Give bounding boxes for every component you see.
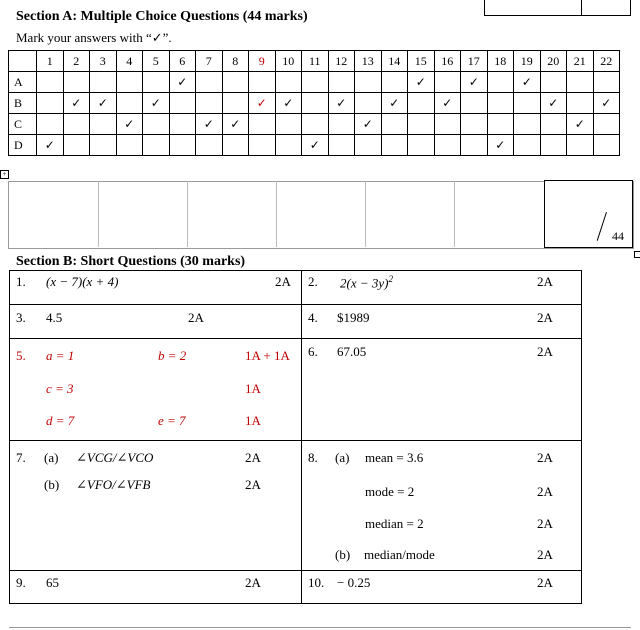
q9-mark: 2A	[245, 575, 261, 590]
mc-cell-c-16[interactable]	[434, 114, 461, 135]
marker-box-strip	[8, 181, 634, 249]
q1-mark: 2A	[275, 274, 291, 289]
mc-cell-d-22[interactable]	[593, 135, 620, 156]
mc-column-19: 19	[514, 51, 541, 72]
mc-cell-d-2[interactable]	[63, 135, 90, 156]
q3-number: 3.	[16, 310, 26, 325]
q10-answer: − 0.25	[337, 575, 371, 590]
mc-cell-c-4[interactable]: ✓	[116, 114, 143, 135]
mc-cell-a-11[interactable]	[302, 72, 329, 93]
mc-cell-b-11[interactable]	[302, 93, 329, 114]
q7-a-answer: ∠VCG/∠VCO	[76, 450, 154, 465]
q8-mode: mode = 2	[365, 484, 415, 499]
q8-median-mark: 2A	[537, 516, 553, 531]
mc-column-20: 20	[540, 51, 567, 72]
mc-cell-a-14[interactable]	[381, 72, 408, 93]
mc-cell-c-11[interactable]	[302, 114, 329, 135]
mc-cell-c-21[interactable]: ✓	[567, 114, 594, 135]
header-box-2	[580, 0, 631, 16]
mc-column-2: 2	[63, 51, 90, 72]
mc-cell-a-1[interactable]	[37, 72, 64, 93]
mc-column-21: 21	[567, 51, 594, 72]
mc-cell-c-20[interactable]	[540, 114, 567, 135]
q4-number: 4.	[308, 310, 318, 325]
mc-cell-d-3[interactable]	[90, 135, 117, 156]
q6-mark: 2A	[537, 344, 553, 359]
mc-column-22: 22	[593, 51, 620, 72]
q2-answer	[340, 274, 393, 291]
mc-cell-b-13[interactable]	[355, 93, 382, 114]
mc-cell-b-9[interactable]: ✓	[249, 93, 276, 114]
mc-cell-c-1[interactable]	[37, 114, 64, 135]
mc-cell-d-16[interactable]	[434, 135, 461, 156]
q7-a-label: (a)	[44, 450, 59, 465]
mc-column-12: 12	[328, 51, 355, 72]
mc-cell-b-15[interactable]	[408, 93, 435, 114]
mc-cell-c-18[interactable]	[487, 114, 514, 135]
q3-mark: 2A	[188, 310, 204, 325]
mc-cell-b-3[interactable]: ✓	[90, 93, 117, 114]
mc-cell-b-7[interactable]	[196, 93, 223, 114]
mc-column-14: 14	[381, 51, 408, 72]
mc-cell-c-3[interactable]	[90, 114, 117, 135]
q6-number: 6.	[308, 344, 318, 359]
answer-grid	[8, 50, 620, 156]
mc-cell-a-18[interactable]	[487, 72, 514, 93]
mc-cell-d-14[interactable]	[381, 135, 408, 156]
q9-answer: 65	[46, 575, 59, 590]
q8-b-answer: median/mode	[364, 547, 435, 562]
mc-column-13: 13	[355, 51, 382, 72]
mc-cell-b-21[interactable]	[567, 93, 594, 114]
mc-column-9: 9	[249, 51, 276, 72]
q5-e: e = 7	[158, 413, 186, 428]
q10-number: 10.	[308, 575, 325, 590]
q5-number: 5.	[16, 348, 26, 363]
q7-b-answer: ∠VFO/∠VFB	[76, 477, 151, 492]
q8-b-label: (b)	[335, 547, 351, 562]
mc-cell-d-11[interactable]: ✓	[302, 135, 329, 156]
mc-cell-a-6[interactable]: ✓	[169, 72, 196, 93]
q7-a-mark: 2A	[245, 450, 261, 465]
mc-column-11: 11	[302, 51, 329, 72]
q7-number: 7.	[16, 450, 26, 465]
mc-cell-c-2[interactable]	[63, 114, 90, 135]
q5-c-mark: 1A	[245, 381, 261, 396]
mc-cell-c-15[interactable]	[408, 114, 435, 135]
mc-cell-d-21[interactable]	[567, 135, 594, 156]
table-move-handle-icon[interactable]: +	[0, 170, 9, 179]
section-a-title: Section A: Multiple Choice Questions (44 marks)	[16, 9, 308, 24]
mc-row-label-d: D	[9, 135, 37, 156]
section-b-title: Section B: Short Questions (30 marks)	[16, 254, 246, 269]
mc-cell-d-5[interactable]	[143, 135, 170, 156]
mc-column-1: 1	[37, 51, 64, 72]
mc-column-6: 6	[169, 51, 196, 72]
q10-mark: 2A	[537, 575, 553, 590]
mc-cell-b-12[interactable]: ✓	[328, 93, 355, 114]
q8-mean-mark: 2A	[537, 450, 553, 465]
q3-answer: 4.5	[46, 310, 63, 325]
mc-cell-d-13[interactable]	[355, 135, 382, 156]
q5-de-mark: 1A	[245, 413, 261, 428]
mc-cell-d-19[interactable]	[514, 135, 541, 156]
mc-cell-c-22[interactable]	[593, 114, 620, 135]
mc-column-8: 8	[222, 51, 249, 72]
score-total: 44	[612, 229, 624, 243]
mc-cell-a-10[interactable]	[275, 72, 302, 93]
q1-number: 1.	[16, 274, 26, 289]
mc-cell-b-17[interactable]	[461, 93, 488, 114]
mc-column-17: 17	[461, 51, 488, 72]
mc-column-10: 10	[275, 51, 302, 72]
section-a-instruction: Mark your answers with “✓”.	[16, 30, 172, 45]
mc-cell-d-6[interactable]	[169, 135, 196, 156]
mc-cell-b-20[interactable]: ✓	[540, 93, 567, 114]
mc-cell-b-5[interactable]: ✓	[143, 93, 170, 114]
mc-cell-d-4[interactable]	[116, 135, 143, 156]
mc-cell-c-17[interactable]	[461, 114, 488, 135]
mc-cell-d-10[interactable]	[275, 135, 302, 156]
mc-cell-b-6[interactable]	[169, 93, 196, 114]
mc-column-16: 16	[434, 51, 461, 72]
q5-b: b = 2	[158, 348, 187, 363]
q4-answer: $1989	[337, 310, 370, 325]
mc-column-18: 18	[487, 51, 514, 72]
q9-number: 9.	[16, 575, 26, 590]
mc-cell-a-5[interactable]	[143, 72, 170, 93]
q7-b-mark: 2A	[245, 477, 261, 492]
mc-cell-b-22[interactable]: ✓	[593, 93, 620, 114]
mc-cell-b-1[interactable]	[37, 93, 64, 114]
mc-cell-c-5[interactable]	[143, 114, 170, 135]
mc-cell-d-20[interactable]	[540, 135, 567, 156]
q1-answer: (x − 7)(x + 4)	[46, 274, 119, 289]
q2-exponent: 2	[388, 274, 393, 284]
mc-cell-d-9[interactable]	[249, 135, 276, 156]
mc-column-3: 3	[90, 51, 117, 72]
mc-column-7: 7	[196, 51, 223, 72]
mc-cell-d-17[interactable]	[461, 135, 488, 156]
mc-cell-a-9[interactable]	[249, 72, 276, 93]
header-box-1	[484, 0, 582, 16]
mc-cell-c-10[interactable]	[275, 114, 302, 135]
q8-number: 8.	[308, 450, 318, 465]
q5-c: c = 3	[46, 381, 74, 396]
mc-cell-c-9[interactable]	[249, 114, 276, 135]
mc-cell-a-12[interactable]	[328, 72, 355, 93]
mc-column-5: 5	[143, 51, 170, 72]
q2-answer-text: 2(x − 3y)	[340, 275, 389, 291]
mc-cell-a-19[interactable]: ✓	[514, 72, 541, 93]
mc-cell-a-21[interactable]	[567, 72, 594, 93]
mc-column-15: 15	[408, 51, 435, 72]
q2-mark: 2A	[537, 274, 553, 289]
mc-cell-a-15[interactable]: ✓	[408, 72, 435, 93]
mc-cell-a-13[interactable]	[355, 72, 382, 93]
q8-median: median = 2	[365, 516, 424, 531]
mc-cell-c-19[interactable]	[514, 114, 541, 135]
mc-cell-c-7[interactable]: ✓	[196, 114, 223, 135]
mc-cell-b-14[interactable]: ✓	[381, 93, 408, 114]
mc-row-label-c: C	[9, 114, 37, 135]
mc-cell-d-7[interactable]	[196, 135, 223, 156]
mc-cell-c-14[interactable]	[381, 114, 408, 135]
mc-cell-d-12[interactable]	[328, 135, 355, 156]
mc-column-4: 4	[116, 51, 143, 72]
mc-row-label-b: B	[9, 93, 37, 114]
mc-cell-b-19[interactable]	[514, 93, 541, 114]
q5-a: a = 1	[46, 348, 75, 363]
q7-b-label: (b)	[44, 477, 60, 492]
mc-cell-b-16[interactable]: ✓	[434, 93, 461, 114]
mc-cell-c-8[interactable]: ✓	[222, 114, 249, 135]
mc-cell-a-22[interactable]	[593, 72, 620, 93]
mc-cell-a-20[interactable]	[540, 72, 567, 93]
mc-cell-b-4[interactable]	[116, 93, 143, 114]
mc-cell-a-3[interactable]	[90, 72, 117, 93]
mc-cell-b-18[interactable]	[487, 93, 514, 114]
q8-mode-mark: 2A	[537, 484, 553, 499]
mc-cell-c-13[interactable]: ✓	[355, 114, 382, 135]
mc-cell-a-8[interactable]	[222, 72, 249, 93]
mc-row-label-a: A	[9, 72, 37, 93]
mc-cell-a-7[interactable]	[196, 72, 223, 93]
mc-cell-d-18[interactable]: ✓	[487, 135, 514, 156]
q8-a-label: (a)	[335, 450, 350, 465]
mc-cell-a-17[interactable]: ✓	[461, 72, 488, 93]
mc-cell-a-16[interactable]	[434, 72, 461, 93]
q4-mark: 2A	[537, 310, 553, 325]
mc-cell-b-10[interactable]: ✓	[275, 93, 302, 114]
q8-b-mark: 2A	[537, 547, 553, 562]
mc-cell-a-2[interactable]	[63, 72, 90, 93]
q5-ab-mark: 1A + 1A	[245, 348, 290, 363]
mc-cell-d-8[interactable]	[222, 135, 249, 156]
q6-answer: 67.05	[337, 344, 367, 359]
mc-cell-d-15[interactable]	[408, 135, 435, 156]
mc-cell-d-1[interactable]: ✓	[37, 135, 64, 156]
mc-cell-c-6[interactable]	[169, 114, 196, 135]
mc-cell-c-12[interactable]	[328, 114, 355, 135]
mc-cell-b-2[interactable]: ✓	[63, 93, 90, 114]
mc-cell-b-8[interactable]	[222, 93, 249, 114]
q5-d: d = 7	[46, 413, 75, 428]
mc-cell-a-4[interactable]	[116, 72, 143, 93]
q2-number: 2.	[308, 274, 318, 289]
score-box-handle[interactable]	[634, 251, 640, 258]
q8-mean: mean = 3.6	[365, 450, 424, 465]
